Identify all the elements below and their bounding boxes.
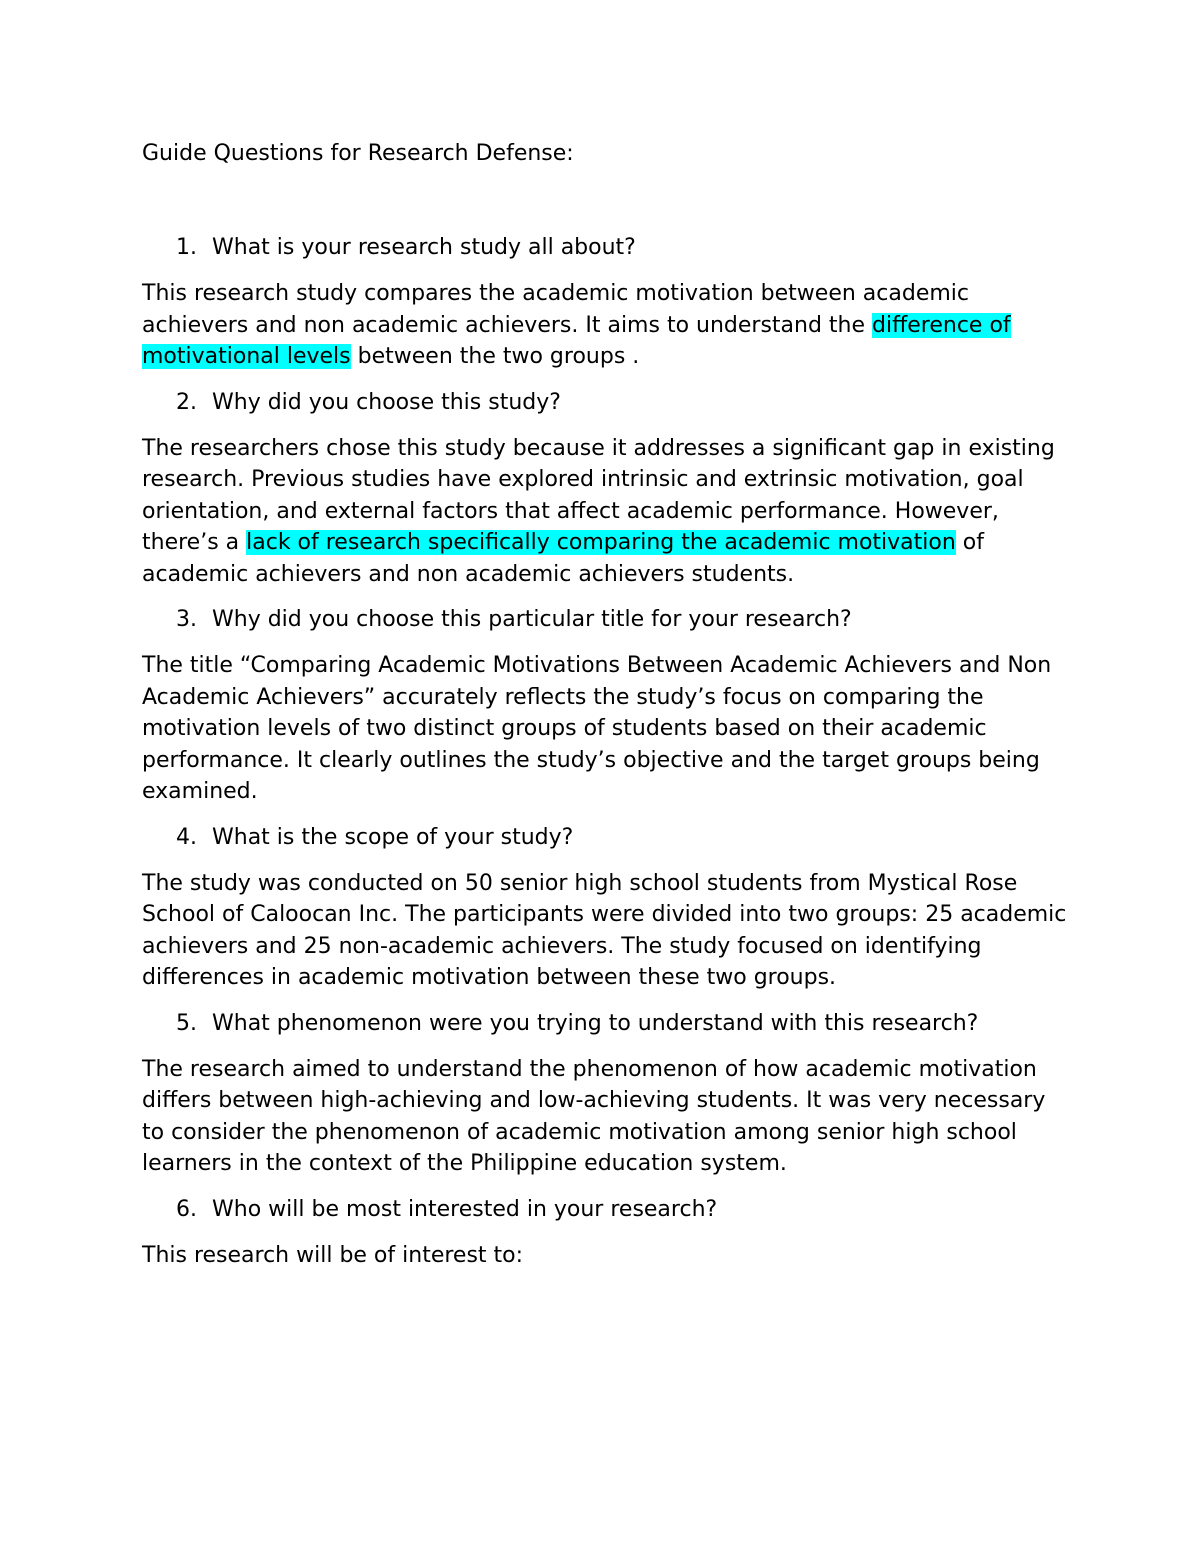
answer-text: of academic achievers and non academic achievers students. (142, 530, 985, 587)
question-number: 3. (176, 607, 197, 632)
question-text: What phenomenon were you trying to understand with this research? (212, 1010, 979, 1036)
highlighted-text: lack of research specifically comparing the academic motivation (246, 530, 956, 555)
answer-text: This research study compares the academic motivation between academic achievers and non academic achievers. It aims to understand the (142, 281, 969, 338)
answer-5: The research aimed to understand the phenomenon of how academic motivation differs between high-achieving and low-achieving students. It was very necessary to consider the phenomenon of academic motivation among senior high school learners in the context of the Philippine education system. (142, 1056, 1046, 1176)
answer-text: The researchers chose this study because it addresses a significant gap in existing research. Previous studies have explored intrinsic and extrinsic motivation, goal orientation, and external factors that affect academic performance. However, there’s a (142, 435, 1055, 555)
question-text: Who will be most interested in your research? (212, 1196, 718, 1222)
highlighted-text: difference of motivational levels (142, 312, 1011, 369)
question-number: 1. (176, 235, 197, 260)
document-body (142, 138, 1072, 1285)
question-3 (142, 604, 1072, 636)
question-6 (142, 1194, 1072, 1226)
question-text: Why did you choose this particular title for your research? (212, 607, 852, 632)
answer-4: The study was conducted on 50 senior high school students from Mystical Rose School of Caloocan Inc. The participants were divided into two groups: 25 academic achievers and 25 non-academic achievers. The study focused on identifying differences in academic motivation between these two groups. (142, 870, 1067, 990)
question-5 (142, 1008, 1072, 1040)
question-text: What is your research study all about? (212, 235, 636, 260)
answer-6: This research will be of interest to: (142, 1242, 524, 1268)
question-text: What is the scope of your study? (212, 824, 574, 850)
document-title: Guide Questions for Research Defense: (142, 141, 574, 166)
answer-3: The title “Comparing Academic Motivations Between Academic Achievers and Non Academic Achievers” accurately reflects the study’s focus on comparing the motivation levels of two distinct groups of students based on their academic performance. It clearly outlines the study’s objective and the target groups being examined. (142, 653, 1052, 804)
question-2 (142, 387, 1072, 419)
question-4 (142, 822, 1072, 854)
question-text: Why did you choose this study? (212, 389, 561, 415)
answer-1 (142, 278, 1072, 373)
question-number: 5. (176, 1010, 197, 1036)
answer-2 (142, 433, 1072, 591)
question-number: 4. (176, 824, 197, 850)
question-number: 6. (176, 1196, 197, 1222)
question-1 (142, 232, 1072, 264)
question-number: 2. (176, 389, 197, 415)
answer-text: between the two groups . (350, 344, 640, 369)
